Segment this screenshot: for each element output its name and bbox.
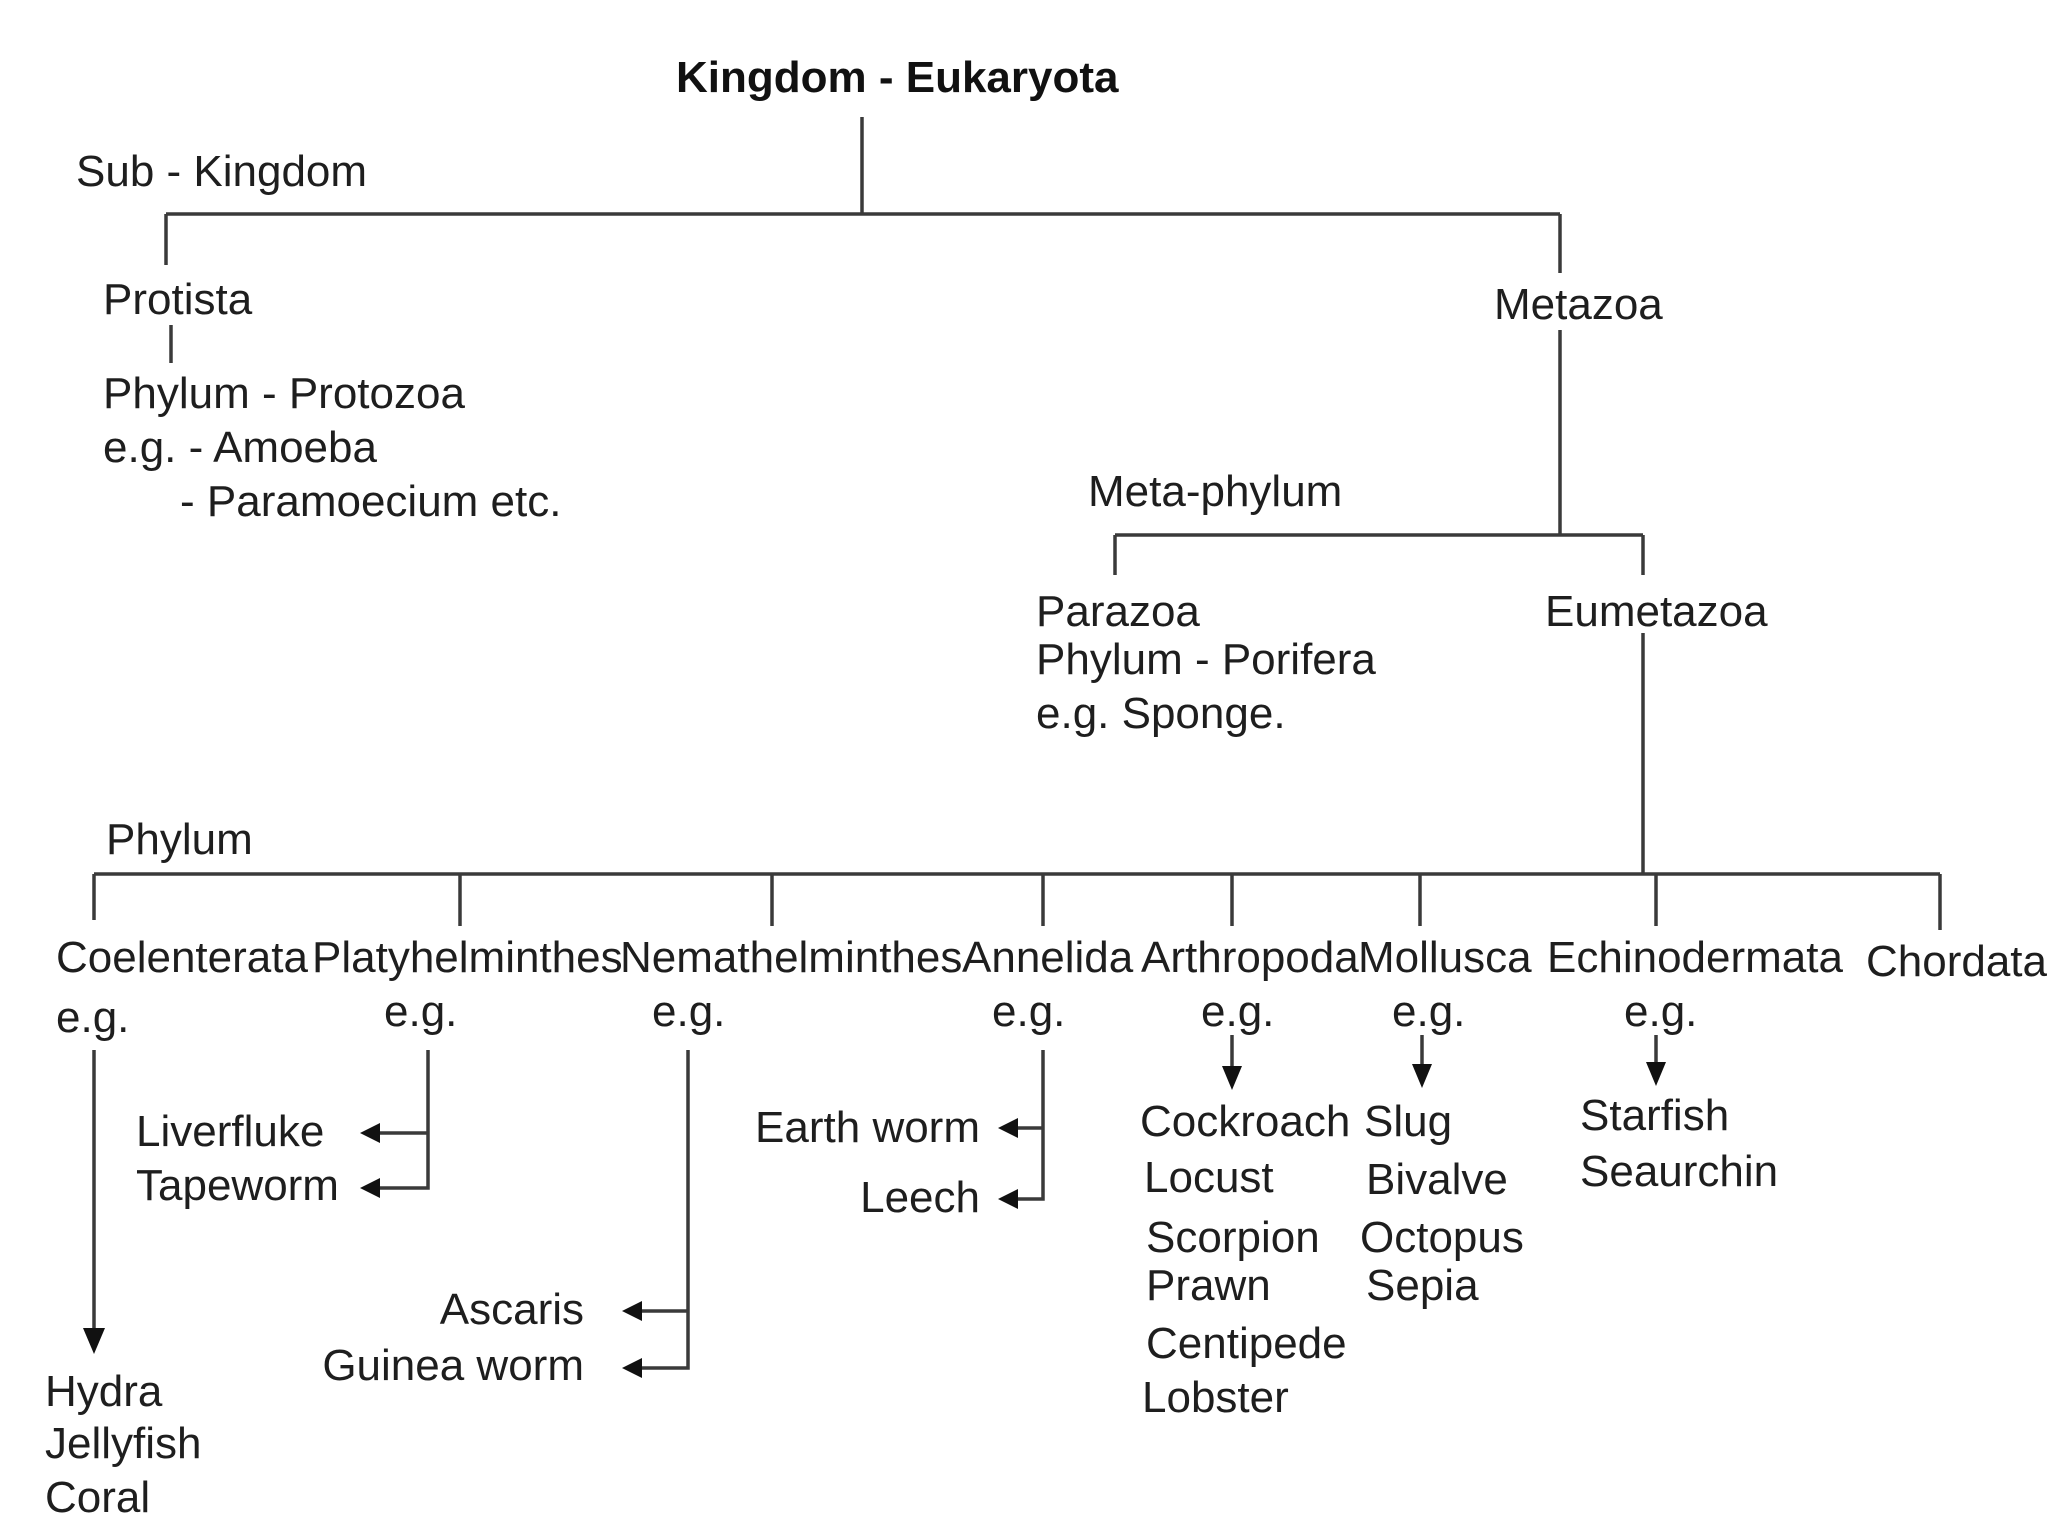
phylum-nemathelminthes: Nemathelminthes — [620, 933, 963, 982]
arthropoda-example: Prawn — [1146, 1261, 1271, 1310]
protista-label: Protista — [103, 275, 253, 324]
platyhelminthes-eg: e.g. — [384, 987, 458, 1036]
subkingdom-label: Sub - Kingdom — [76, 147, 368, 196]
coelenterata-example: Jellyfish — [45, 1419, 202, 1468]
porifera-phylum-label: Phylum - Porifera — [1036, 635, 1376, 684]
arthropoda-arrowhead — [1222, 1066, 1242, 1090]
phylum-label: Phylum — [106, 815, 253, 864]
phylum-annelida: Annelida — [962, 933, 1134, 982]
arthropoda-example: Cockroach — [1140, 1097, 1351, 1146]
mollusca-example: Slug — [1364, 1097, 1453, 1146]
coelenterata-example: Hydra — [45, 1367, 163, 1416]
phylum-echinodermata: Echinodermata — [1547, 933, 1843, 982]
ascaris-arrowhead — [622, 1301, 642, 1321]
phylum-mollusca: Mollusca — [1358, 933, 1532, 982]
kingdom-title: Kingdom - Eukaryota — [676, 53, 1119, 102]
phylum-coelenterata: Coelenterata — [56, 933, 308, 982]
mollusca-example: Bivalve — [1366, 1155, 1508, 1204]
echinodermata-arrowhead — [1646, 1062, 1666, 1086]
earthworm-arrowhead — [998, 1118, 1018, 1138]
nemathelminthes-eg: e.g. — [652, 987, 726, 1036]
echinodermata-example: Seaurchin — [1580, 1147, 1779, 1196]
coelenterata-eg: e.g. — [56, 993, 130, 1042]
echinodermata-example: Starfish — [1580, 1091, 1730, 1140]
arthropoda-example: Scorpion — [1146, 1213, 1320, 1262]
echinodermata-eg: e.g. — [1624, 987, 1698, 1036]
mollusca-eg: e.g. — [1392, 987, 1466, 1036]
parazoa-label: Parazoa — [1036, 587, 1200, 636]
arthropoda-example: Centipede — [1146, 1319, 1347, 1368]
tapeworm-arrowhead — [360, 1178, 380, 1198]
annelida-eg: e.g. — [992, 987, 1066, 1036]
guinea-worm-arrowhead — [622, 1358, 642, 1378]
arthropoda-example: Lobster — [1142, 1373, 1289, 1422]
nemathelminthes-bracket — [632, 1050, 688, 1368]
phylum-platyhelminthes: Platyhelminthes — [312, 933, 623, 982]
eumetazoa-label: Eumetazoa — [1545, 587, 1768, 636]
liverfluke-arrowhead — [360, 1123, 380, 1143]
mollusca-arrowhead — [1412, 1064, 1432, 1088]
nemathelminthes-example: Guinea worm — [322, 1341, 584, 1390]
protista-example-2: - Paramoecium etc. — [180, 477, 562, 526]
platyhelminthes-example: Tapeworm — [136, 1161, 339, 1210]
annelida-example: Earth worm — [755, 1103, 980, 1152]
annelida-example: Leech — [860, 1173, 980, 1222]
parazoa-example: e.g. Sponge. — [1036, 689, 1286, 738]
metazoa-label: Metazoa — [1494, 280, 1663, 329]
coelenterata-arrowhead — [83, 1328, 105, 1354]
arthropoda-eg: e.g. — [1201, 987, 1275, 1036]
metaphylum-label: Meta-phylum — [1088, 467, 1343, 516]
mollusca-example: Octopus — [1360, 1213, 1524, 1262]
platyhelminthes-bracket — [370, 1050, 428, 1188]
nemathelminthes-example: Ascaris — [439, 1285, 584, 1334]
platyhelminthes-example: Liverfluke — [136, 1107, 325, 1156]
mollusca-example: Sepia — [1366, 1261, 1479, 1310]
protista-example-1: e.g. - Amoeba — [103, 423, 377, 472]
phylum-chordata: Chordata — [1866, 937, 2048, 986]
coelenterata-example: Coral — [45, 1473, 151, 1522]
arthropoda-example: Locust — [1144, 1153, 1274, 1202]
leech-arrowhead — [998, 1189, 1018, 1209]
phylum-arthropoda: Arthropoda — [1141, 933, 1359, 982]
protozoa-phylum-label: Phylum - Protozoa — [103, 369, 465, 418]
